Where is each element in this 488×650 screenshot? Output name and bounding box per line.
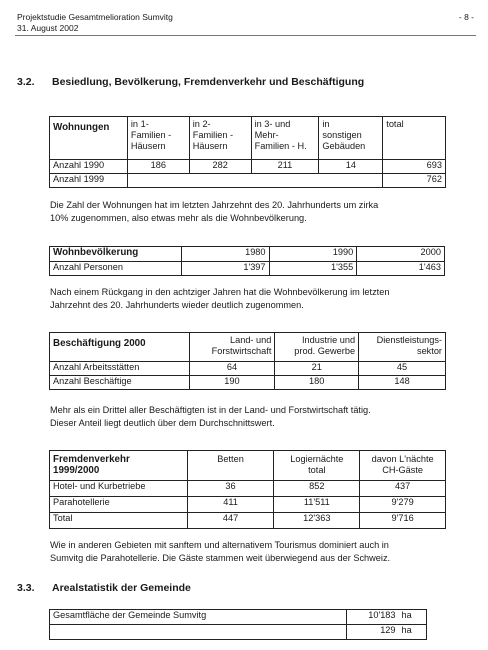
paragraph-fremdenverkehr: Wie in anderen Gebieten mit sanftem und alternativem Tourismus dominiert auch in Sumvitg die Parahotellerie. Die Gäste stammen weit überwiegend aus der Schweiz.	[50, 540, 391, 563]
table-row	[50, 174, 446, 188]
table-row	[50, 481, 446, 497]
header-cell: in sonstigen Gebäuden	[319, 117, 383, 160]
table-row	[50, 376, 446, 390]
table-row	[50, 625, 427, 640]
table-cell: ha	[399, 610, 427, 625]
beschaeftigung-table	[49, 332, 446, 390]
table-cell: 14	[319, 160, 383, 174]
table-cell: 64	[189, 362, 275, 376]
header-cell: total	[383, 117, 446, 160]
table-cell: 10'183	[347, 610, 399, 625]
header-cell: Wohnbevölkerung	[50, 247, 182, 262]
header-cell: Beschäftigung 2000	[50, 333, 190, 362]
header-date: 31. August 2002	[17, 23, 79, 33]
row-label: Total	[50, 513, 188, 529]
table-cell	[319, 174, 383, 188]
header-cell: Logiernächte total	[274, 451, 360, 481]
table-row	[50, 497, 446, 513]
header-rule	[15, 35, 476, 36]
table-cell: 1'397	[181, 262, 269, 276]
table-row	[50, 610, 427, 625]
table-cell: 129	[347, 625, 399, 640]
table-cell	[189, 174, 251, 188]
header-cell: Wohnungen	[50, 117, 128, 160]
row-label: Anzahl Arbeitsstätten	[50, 362, 190, 376]
table-cell: 762	[383, 174, 446, 188]
table-cell: 45	[359, 362, 446, 376]
row-label: Hotel- und Kurbetriebe	[50, 481, 188, 497]
header-cell: 2000	[357, 247, 445, 262]
header-cell: Land- und Forstwirtschaft	[189, 333, 275, 362]
table-row	[50, 362, 446, 376]
header-cell: in 1- Familien - Häusern	[127, 117, 189, 160]
table-cell: 186	[127, 160, 189, 174]
paragraph-wohnbevoelkerung: Nach einem Rückgang in den achtziger Jahren hat die Wohnbevölkerung im letzten Jahrzehnt des 20. Jahrhunderts wieder deutlich zugenommen.	[50, 287, 390, 310]
header-cell: Betten	[187, 451, 274, 481]
table-cell: 9'279	[360, 497, 446, 513]
wohnbevoelkerung-table	[49, 246, 445, 276]
table-cell: 180	[275, 376, 359, 390]
table-cell: 1'355	[269, 262, 357, 276]
table-cell	[127, 174, 189, 188]
table-cell: 693	[383, 160, 446, 174]
table-cell: 1'463	[357, 262, 445, 276]
section-title: Besiedlung, Bevölkerung, Fremdenverkehr und Beschäftigung	[52, 76, 365, 88]
table-row	[50, 513, 446, 529]
arealstatistik-table	[49, 609, 427, 640]
row-label	[50, 625, 347, 640]
table-cell: 148	[359, 376, 446, 390]
paragraph-wohnungen: Die Zahl der Wohnungen hat im letzten Jahrzehnt des 20. Jahrhunderts um zirka 10% zugenommen, also etwas mehr als die Wohnbevölkerung.	[50, 200, 379, 223]
table-cell: 282	[189, 160, 251, 174]
table-cell: 36	[187, 481, 274, 497]
table-header-row	[50, 451, 446, 481]
table-cell: 190	[189, 376, 275, 390]
header-cell: Industrie und prod. Gewerbe	[275, 333, 359, 362]
table-cell: 437	[360, 481, 446, 497]
header-cell: Fremdenverkehr 1999/2000	[50, 451, 188, 481]
header-cell: in 2- Familien - Häusern	[189, 117, 251, 160]
row-label: Anzahl 1999	[50, 174, 128, 188]
section-title: Arealstatistik der Gemeinde	[52, 582, 191, 594]
table-cell: ha	[399, 625, 427, 640]
header-cell: in 3- und Mehr- Familien - H.	[251, 117, 319, 160]
table-cell: 411	[187, 497, 274, 513]
header-title: Projektstudie Gesamtmelioration Sumvitg	[17, 12, 173, 22]
table-cell: 12'363	[274, 513, 360, 529]
wohnungen-table	[49, 116, 446, 188]
page-number: - 8 -	[458, 12, 474, 22]
table-header-row	[50, 247, 445, 262]
row-label: Gesamtfläche der Gemeinde Sumvitg	[50, 610, 347, 625]
section-number: 3.3.	[17, 582, 35, 594]
table-cell	[251, 174, 319, 188]
table-cell: 21	[275, 362, 359, 376]
paragraph-beschaeftigung: Mehr als ein Drittel aller Beschäftigten ist in der Land- und Forstwirtschaft tätig. Dieser Anteil liegt deutlich über dem Durchschnittswert.	[50, 405, 371, 428]
table-row	[50, 262, 445, 276]
table-cell: 211	[251, 160, 319, 174]
table-row	[50, 160, 446, 174]
table-cell: 447	[187, 513, 274, 529]
table-header-row	[50, 333, 446, 362]
table-cell: 9'716	[360, 513, 446, 529]
header-cell: Dienstleistungs- sektor	[359, 333, 446, 362]
row-label: Anzahl 1990	[50, 160, 128, 174]
row-label: Anzahl Personen	[50, 262, 182, 276]
table-cell: 11'511	[274, 497, 360, 513]
header-cell: 1980	[181, 247, 269, 262]
row-label: Parahotellerie	[50, 497, 188, 513]
table-cell: 852	[274, 481, 360, 497]
row-label: Anzahl Beschäftige	[50, 376, 190, 390]
fremdenverkehr-table	[49, 450, 446, 529]
header-cell: 1990	[269, 247, 357, 262]
section-number: 3.2.	[17, 76, 35, 88]
header-cell: davon L'nächte CH-Gäste	[360, 451, 446, 481]
table-header-row	[50, 117, 446, 160]
